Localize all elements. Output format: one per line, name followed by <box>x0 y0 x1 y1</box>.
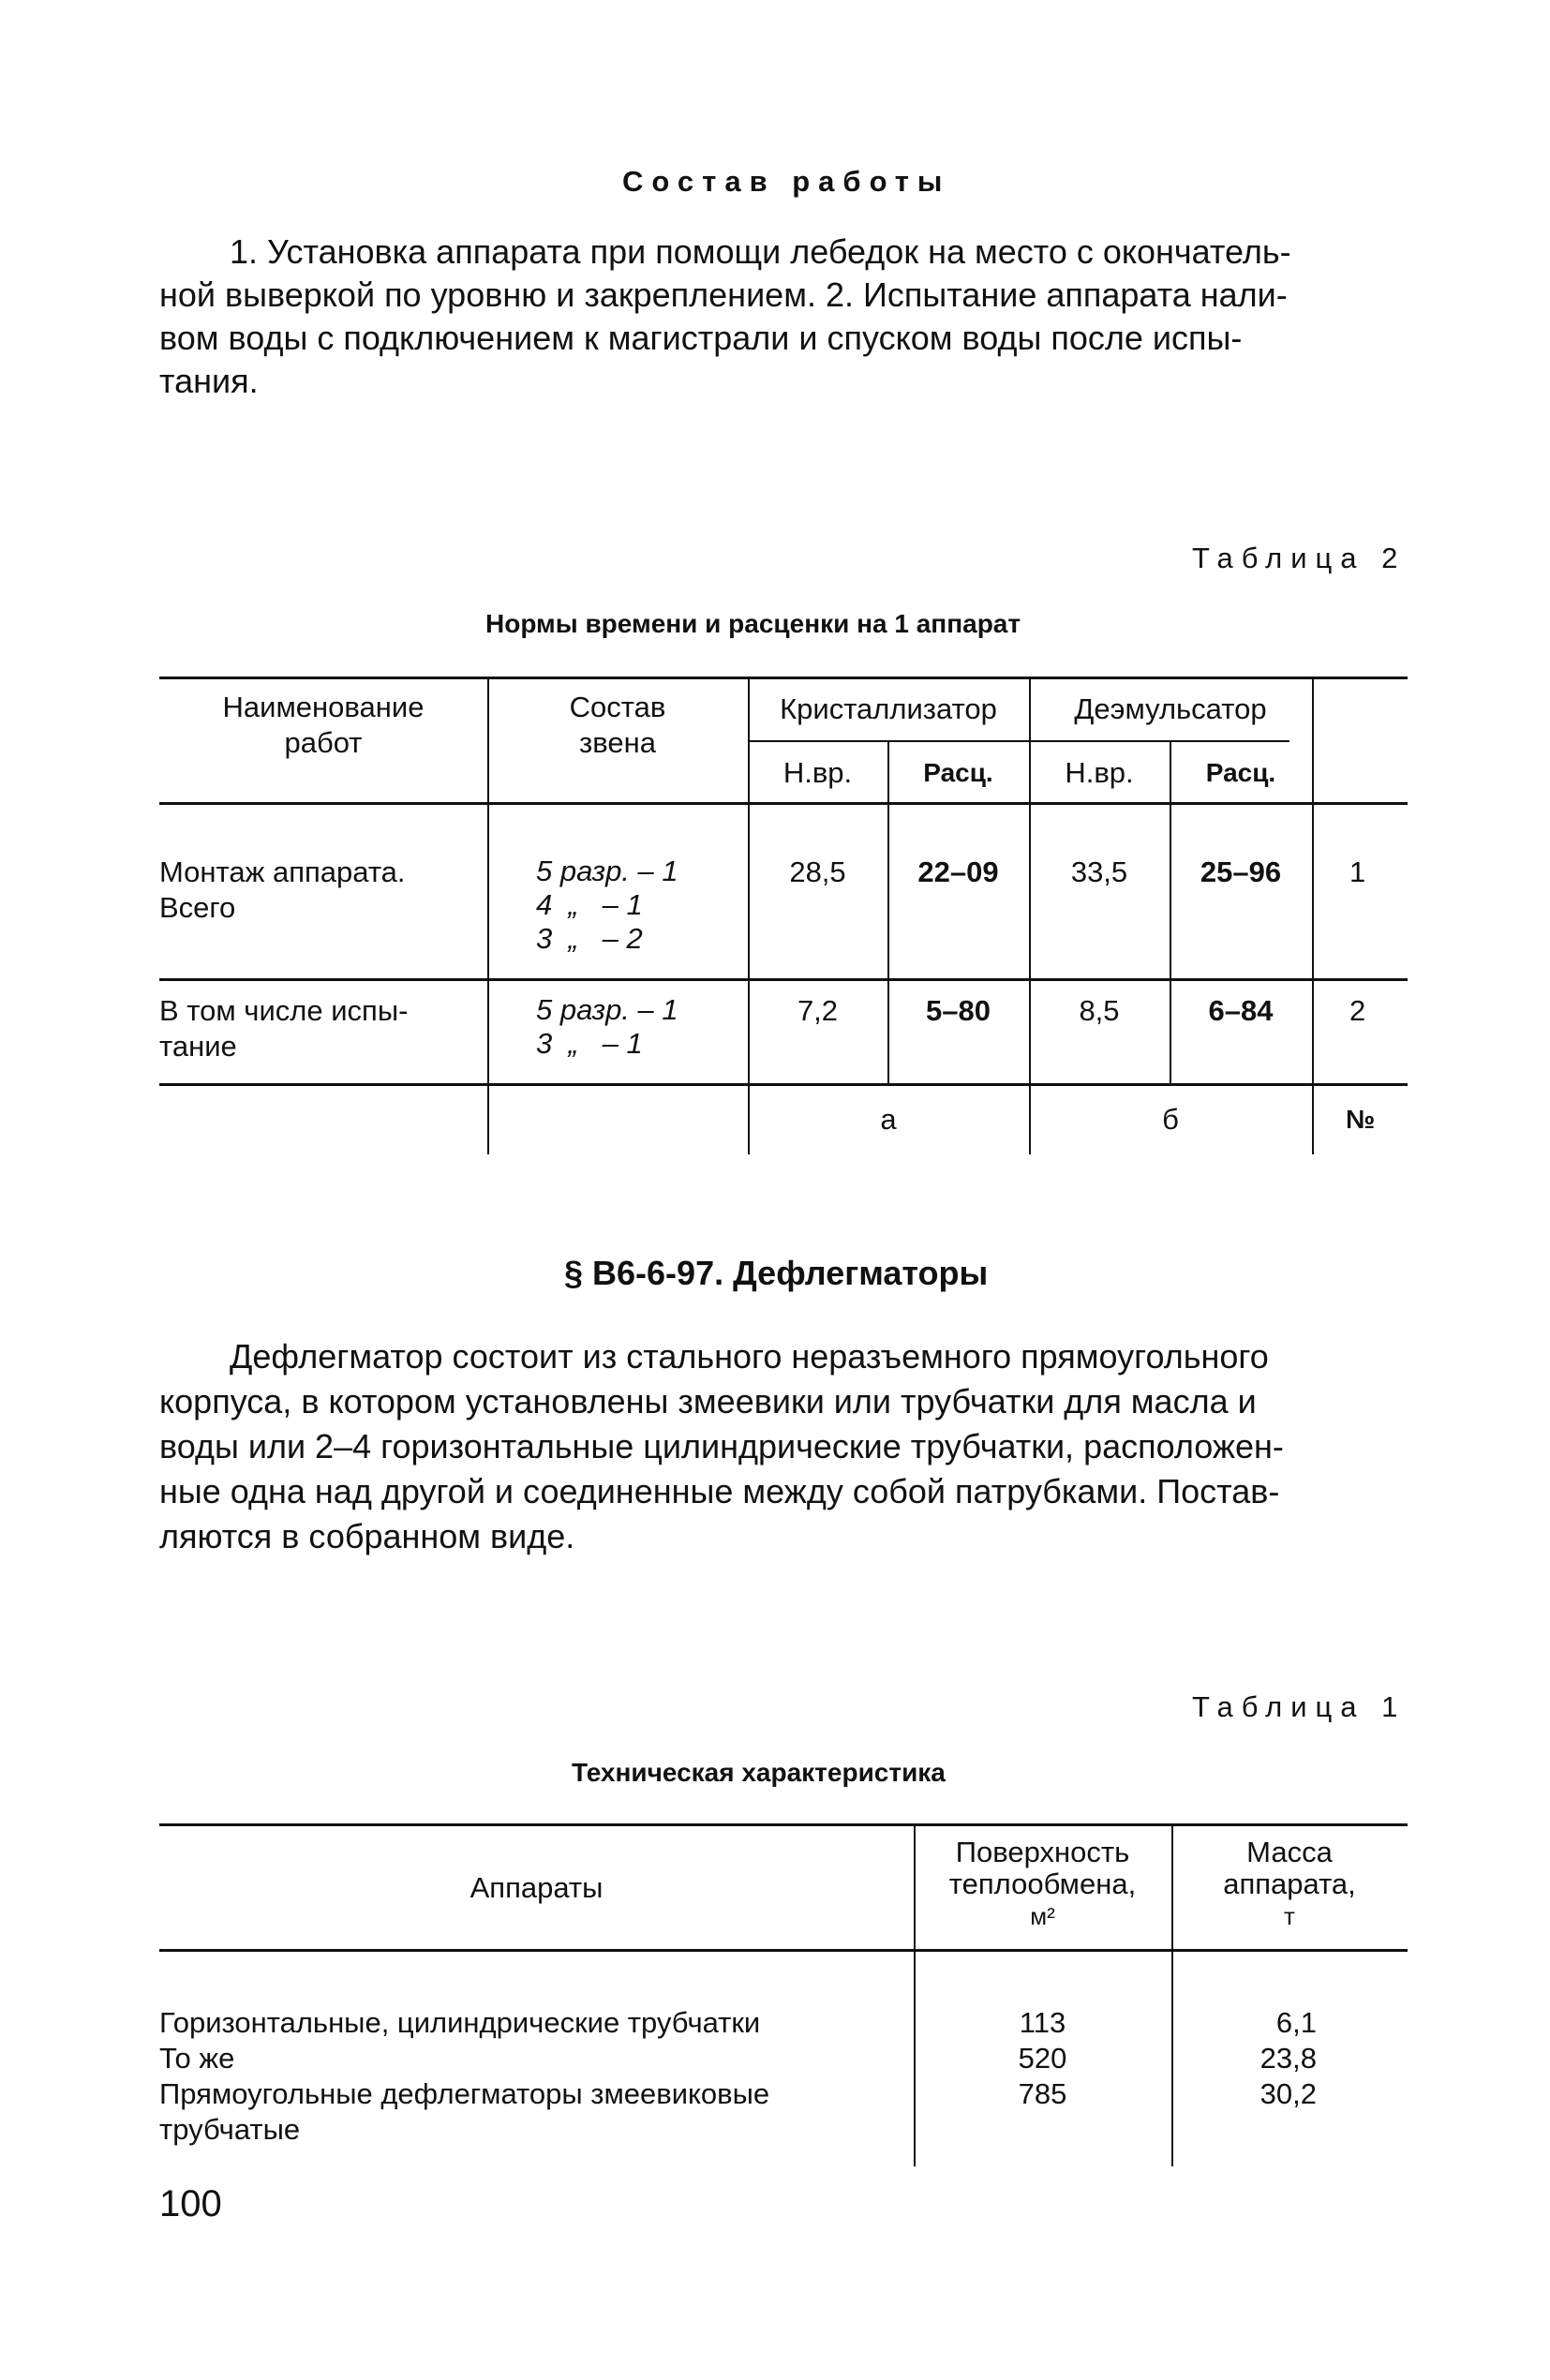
table1-row-name: Прямоугольные дефлегматоры змеевиковые <box>159 2077 770 2110</box>
text-line: ные одна над другой и соединенные между собой патрубками. Постав- <box>159 1472 1280 1510</box>
table2-label: Таблица 2 <box>1192 542 1407 574</box>
row-name-line: В том числе испы- <box>159 994 409 1027</box>
table1-row-surface: 113 <box>1019 2006 1066 2039</box>
header-name-line: Наименование <box>222 691 425 723</box>
crew-line: 5 разр. – 1 <box>536 855 678 887</box>
table1-row-mass: 6,1 <box>1275 2006 1317 2039</box>
header-surface <box>914 1837 1171 1932</box>
text-line: 1. Установка аппарата при помощи лебедок на место с окончатель- <box>230 232 1291 271</box>
row-name-line: Всего <box>159 891 236 924</box>
header-nvr: Н.вр. <box>1065 756 1134 789</box>
cell-num: 1 <box>1349 855 1366 888</box>
table1-row-name: Горизонтальные, цилиндрические трубчатки <box>159 2006 761 2039</box>
header-rasc: Расц. <box>923 758 993 787</box>
table2-caption: Нормы времени и расценки на 1 аппарат <box>485 609 1021 638</box>
header-crystallizer: Кристаллизатор <box>780 692 997 725</box>
cell-de-rasc: 6–84 <box>1208 994 1274 1027</box>
cell-kr-nvr: 7,2 <box>797 994 839 1027</box>
table1-rule <box>159 1823 1408 1826</box>
cell-de-rasc: 25–96 <box>1200 855 1282 888</box>
table1-row-surface: 785 <box>1018 2077 1067 2110</box>
table1-rule <box>159 1949 1408 1952</box>
cell-de-nvr: 8,5 <box>1079 994 1120 1027</box>
row-name-line: Монтаж аппарата. <box>159 855 406 888</box>
section-title: § В6-6-97. Дефлегматоры <box>564 1254 989 1292</box>
crew-line: 4 „ – 1 <box>536 888 643 921</box>
header-rasc: Расц. <box>1205 758 1276 787</box>
header-surface-line: теплообмена, <box>948 1867 1137 1900</box>
header-nvr: Н.вр. <box>782 756 853 789</box>
crew-line: 3 „ – 1 <box>536 1027 643 1060</box>
table1-row-mass: 30,2 <box>1259 2077 1317 2110</box>
table1-row-mass: 23,8 <box>1259 2042 1317 2075</box>
cell-kr-nvr: 28,5 <box>789 855 846 888</box>
table1-row-surface: 520 <box>1018 2042 1067 2075</box>
work-composition-heading: Состав работы <box>622 165 951 198</box>
header-mass-line: Масса <box>1246 1836 1333 1868</box>
cell-de-nvr: 33,5 <box>1070 855 1128 888</box>
text-line: тания. <box>159 362 259 400</box>
header-mass-line: т <box>1284 1902 1295 1930</box>
header-crew-line: Состав <box>569 691 666 723</box>
crew-line: 5 разр. – 1 <box>536 993 678 1026</box>
footer-b: б <box>1162 1103 1179 1136</box>
table1-row-name: трубчатые <box>159 2113 301 2146</box>
text-line: Дефлегматор состоит из стального неразъемного прямоугольного <box>230 1337 1269 1376</box>
header-surface-line: Поверхность <box>955 1836 1130 1868</box>
cell-kr-rasc: 22–09 <box>917 855 999 888</box>
header-mass <box>1171 1837 1408 1932</box>
header-mass-line: аппарата, <box>1223 1867 1356 1900</box>
text-line: вом воды с подключением к магистрали и спуском воды после испы- <box>159 319 1243 357</box>
cell-kr-rasc: 5–80 <box>926 994 991 1027</box>
header-apparatus: Аппараты <box>469 1871 604 1904</box>
text-line: воды или 2–4 горизонтальные цилиндрические трубчатки, расположен- <box>159 1427 1284 1465</box>
header-name-line: работ <box>284 726 363 759</box>
header-crew-line: звена <box>579 726 656 759</box>
cell-num: 2 <box>1349 994 1366 1027</box>
crew-line: 3 „ – 2 <box>536 922 643 955</box>
text-line: ной выверкой по уровню и закреплением. 2. Испытание аппарата нали- <box>159 275 1288 314</box>
table1-label: Таблица 1 <box>1192 1690 1407 1723</box>
page-number: 100 <box>159 2183 222 2224</box>
text-line: ляются в собранном виде. <box>159 1517 575 1555</box>
row-name-line: тание <box>159 1030 237 1063</box>
footer-num: № <box>1346 1105 1376 1134</box>
header-demulsifier: Деэмульсатор <box>1074 692 1267 725</box>
text-line: корпуса, в котором установлены змеевики или трубчатки для масла и <box>159 1382 1257 1421</box>
header-surface-line: м² <box>1030 1902 1055 1930</box>
table1-caption: Техническая характеристика <box>572 1758 946 1787</box>
table1-row-name: То же <box>159 2042 235 2075</box>
footer-a: а <box>880 1103 897 1136</box>
